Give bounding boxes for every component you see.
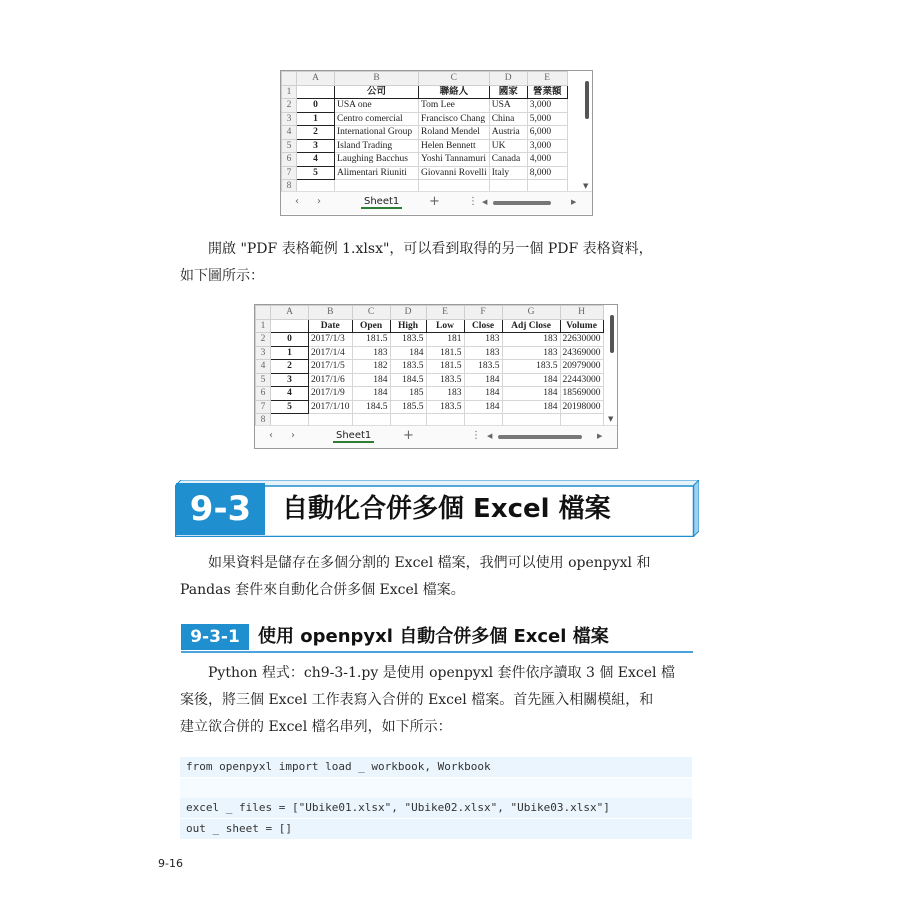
index-cell: 2 xyxy=(271,360,309,374)
sheet-tab-bar xyxy=(281,191,592,214)
column-letter: A xyxy=(271,306,309,320)
data-cell: 2017/1/5 xyxy=(309,360,353,374)
code-line xyxy=(180,778,692,798)
add-sheet-icon: + xyxy=(429,194,440,209)
data-cell: China xyxy=(489,112,527,126)
column-letter: E xyxy=(426,306,464,320)
spreadsheet-screenshot-2 xyxy=(254,304,618,449)
index-cell: 1 xyxy=(297,112,335,126)
data-cell: 4,000 xyxy=(527,153,567,167)
table-row xyxy=(282,112,568,126)
row-number: 1 xyxy=(282,85,297,99)
subsection-title: 使用 openpyxl 自動合併多個 Excel 檔案 xyxy=(258,626,609,647)
spreadsheet-grid xyxy=(255,305,604,427)
code-line: out _ sheet = [] xyxy=(180,819,692,839)
index-cell: 1 xyxy=(271,346,309,360)
data-cell: 181.5 xyxy=(426,346,464,360)
row-number: 6 xyxy=(282,153,297,167)
header-cell: High xyxy=(390,319,426,333)
paragraph-line: 如下圖所示： xyxy=(180,268,264,284)
column-letter xyxy=(256,306,271,320)
data-cell: Centro comercial xyxy=(335,112,419,126)
table-row xyxy=(256,333,604,347)
data-cell: 2017/1/10 xyxy=(309,400,353,414)
index-cell: 3 xyxy=(271,373,309,387)
header-cell xyxy=(271,319,309,333)
row-number: 2 xyxy=(256,333,271,347)
paragraph-1 xyxy=(180,236,692,290)
data-cell: USA xyxy=(489,99,527,113)
index-cell: 2 xyxy=(297,126,335,140)
table-row xyxy=(282,99,568,113)
table-row xyxy=(282,166,568,180)
data-cell: 22443000 xyxy=(560,373,603,387)
data-cell: Yoshi Tannamuri xyxy=(419,153,490,167)
table-row xyxy=(256,319,604,333)
data-cell: 184 xyxy=(390,346,426,360)
scroll-down-arrow-icon: ▼ xyxy=(583,182,589,190)
data-cell: 183.5 xyxy=(464,360,502,374)
code-line: from openpyxl import load _ workbook, Workbook xyxy=(180,757,692,777)
header-cell: 營業額 xyxy=(527,85,567,99)
column-letter: C xyxy=(419,72,490,86)
index-cell: 3 xyxy=(297,139,335,153)
data-cell: 6,000 xyxy=(527,126,567,140)
data-cell: Giovanni Rovelli xyxy=(419,166,490,180)
more-options-icon: ⋮ xyxy=(468,196,478,207)
table-row xyxy=(256,387,604,401)
column-letter-row xyxy=(282,72,568,86)
sheet-tab: Sheet1 xyxy=(333,430,374,443)
spreadsheet-screenshot-1 xyxy=(280,70,593,216)
table-row xyxy=(282,153,568,167)
row-number: 6 xyxy=(256,387,271,401)
header-cell: Open xyxy=(352,319,390,333)
vertical-scrollbar xyxy=(585,81,589,119)
data-cell: 184 xyxy=(464,400,502,414)
paragraph-line: 開啟 "PDF 表格範例 1.xlsx"，可以看到取得的另一個 PDF 表格資料， xyxy=(208,241,653,257)
data-cell: Alimentari Riuniti xyxy=(335,166,419,180)
data-cell: 183 xyxy=(464,333,502,347)
data-cell: 183.5 xyxy=(426,400,464,414)
index-cell: 4 xyxy=(271,387,309,401)
prev-sheet-icon: ‹ xyxy=(295,196,299,207)
data-cell: 184 xyxy=(352,387,390,401)
row-number: 4 xyxy=(256,360,271,374)
header-cell: 國家 xyxy=(489,85,527,99)
row-number: 3 xyxy=(256,346,271,360)
data-cell: Canada xyxy=(489,153,527,167)
data-cell: 183 xyxy=(426,387,464,401)
paragraph-line: 如果資料是儲存在多個分割的 Excel 檔案，我們可以使用 openpyxl 和 xyxy=(208,555,651,571)
paragraph-3 xyxy=(180,660,692,741)
row-number: 5 xyxy=(256,373,271,387)
scroll-down-arrow-icon: ▼ xyxy=(608,415,614,423)
vertical-scrollbar xyxy=(610,315,614,353)
data-cell: 184 xyxy=(464,373,502,387)
data-cell: 183 xyxy=(502,333,560,347)
data-cell: International Group xyxy=(335,126,419,140)
table-row xyxy=(256,373,604,387)
data-cell: 2017/1/3 xyxy=(309,333,353,347)
index-cell: 4 xyxy=(297,153,335,167)
column-letter: G xyxy=(502,306,560,320)
subsection-underline xyxy=(181,651,693,653)
data-cell: 183 xyxy=(502,346,560,360)
scroll-right-arrow-icon: ▶ xyxy=(571,198,577,206)
paragraph-line: 建立欲合併的 Excel 檔名串列，如下所示： xyxy=(180,719,452,735)
sheet-tab-bar xyxy=(255,425,617,448)
index-cell: 0 xyxy=(271,333,309,347)
data-cell: 184 xyxy=(502,387,560,401)
paragraph-line: 案後，將三個 Excel 工作表寫入合併的 Excel 檔案。首先匯入相關模組，和 xyxy=(180,692,654,708)
table-row xyxy=(282,139,568,153)
data-cell: UK xyxy=(489,139,527,153)
row-number: 5 xyxy=(282,139,297,153)
data-cell: 2017/1/6 xyxy=(309,373,353,387)
data-cell: 3,000 xyxy=(527,99,567,113)
data-cell: Island Trading xyxy=(335,139,419,153)
data-cell: 3,000 xyxy=(527,139,567,153)
spreadsheet-grid xyxy=(281,71,568,193)
data-cell: 183 xyxy=(464,346,502,360)
horizontal-scrollbar xyxy=(498,435,582,439)
header-cell xyxy=(297,85,335,99)
data-cell: 24369000 xyxy=(560,346,603,360)
row-number: 2 xyxy=(282,99,297,113)
row-number: 4 xyxy=(282,126,297,140)
column-letter: C xyxy=(352,306,390,320)
data-cell: Helen Bennett xyxy=(419,139,490,153)
data-cell: Tom Lee xyxy=(419,99,490,113)
page-number: 9-16 xyxy=(158,857,183,870)
table-row xyxy=(282,85,568,99)
sheet-tab: Sheet1 xyxy=(361,196,402,209)
header-cell: Date xyxy=(309,319,353,333)
row-number: 3 xyxy=(282,112,297,126)
data-cell: 183.5 xyxy=(426,373,464,387)
paragraph-line: Python 程式：ch9-3-1.py 是使用 openpyxl 套件依序讀取 3 個 Excel 檔 xyxy=(208,665,675,681)
data-cell: 2017/1/9 xyxy=(309,387,353,401)
scroll-left-arrow-icon: ◀ xyxy=(487,432,493,440)
section-number: 9-3 xyxy=(176,483,265,535)
data-cell: 184 xyxy=(464,387,502,401)
data-cell: 184 xyxy=(502,400,560,414)
index-cell: 5 xyxy=(271,400,309,414)
data-cell: 181.5 xyxy=(426,360,464,374)
column-letter: H xyxy=(560,306,603,320)
data-cell: 8,000 xyxy=(527,166,567,180)
data-cell: 181.5 xyxy=(352,333,390,347)
data-cell: 184.5 xyxy=(390,373,426,387)
data-cell: USA one xyxy=(335,99,419,113)
index-cell: 0 xyxy=(297,99,335,113)
data-cell: 182 xyxy=(352,360,390,374)
column-letter: A xyxy=(297,72,335,86)
column-letter: E xyxy=(527,72,567,86)
data-cell: 184 xyxy=(502,373,560,387)
paragraph-2 xyxy=(180,550,692,604)
subsection-number: 9-3-1 xyxy=(181,624,249,650)
data-cell: 22630000 xyxy=(560,333,603,347)
column-letter xyxy=(282,72,297,86)
data-cell: 184 xyxy=(352,373,390,387)
table-row xyxy=(256,346,604,360)
next-sheet-icon: › xyxy=(291,430,295,441)
data-cell: 183.5 xyxy=(502,360,560,374)
scroll-right-arrow-icon: ▶ xyxy=(597,432,603,440)
row-number: 7 xyxy=(256,400,271,414)
data-cell: 183.5 xyxy=(390,333,426,347)
header-cell: Close xyxy=(464,319,502,333)
index-cell: 5 xyxy=(297,166,335,180)
data-cell: Francisco Chang xyxy=(419,112,490,126)
row-number: 8 xyxy=(282,180,297,193)
next-sheet-icon: › xyxy=(317,196,321,207)
data-cell: 2017/1/4 xyxy=(309,346,353,360)
row-number: 7 xyxy=(282,166,297,180)
data-cell: 18569000 xyxy=(560,387,603,401)
row-number: 1 xyxy=(256,319,271,333)
data-cell: 183 xyxy=(352,346,390,360)
paragraph-line: Pandas 套件來自動化合併多個 Excel 檔案。 xyxy=(180,582,465,598)
column-letter: D xyxy=(489,72,527,86)
prev-sheet-icon: ‹ xyxy=(269,430,273,441)
header-cell: 公司 xyxy=(335,85,419,99)
data-cell: 185 xyxy=(390,387,426,401)
data-cell: 20979000 xyxy=(560,360,603,374)
more-options-icon: ⋮ xyxy=(471,430,481,441)
column-letter: D xyxy=(390,306,426,320)
table-row xyxy=(282,126,568,140)
header-cell: 聯絡人 xyxy=(419,85,490,99)
code-line: excel _ files = ["Ubike01.xlsx", "Ubike02.xlsx", "Ubike03.xlsx"] xyxy=(180,798,692,818)
data-cell: 181 xyxy=(426,333,464,347)
data-cell: 184.5 xyxy=(352,400,390,414)
data-cell: 183.5 xyxy=(390,360,426,374)
table-row xyxy=(256,400,604,414)
add-sheet-icon: + xyxy=(403,428,414,443)
column-letter: F xyxy=(464,306,502,320)
row-number: 8 xyxy=(256,414,271,427)
horizontal-scrollbar xyxy=(493,201,551,205)
data-cell: 185.5 xyxy=(390,400,426,414)
header-cell: Adj Close xyxy=(502,319,560,333)
table-row xyxy=(256,360,604,374)
column-letter: B xyxy=(309,306,353,320)
data-cell: Roland Mendel xyxy=(419,126,490,140)
header-cell: Volume xyxy=(560,319,603,333)
data-cell: Laughing Bacchus xyxy=(335,153,419,167)
data-cell: 20198000 xyxy=(560,400,603,414)
column-letter-row xyxy=(256,306,604,320)
data-cell: Italy xyxy=(489,166,527,180)
section-title: 自動化合併多個 Excel 檔案 xyxy=(282,494,611,524)
header-cell: Low xyxy=(426,319,464,333)
data-cell: 5,000 xyxy=(527,112,567,126)
scroll-left-arrow-icon: ◀ xyxy=(482,198,488,206)
data-cell: Austria xyxy=(489,126,527,140)
column-letter: B xyxy=(335,72,419,86)
